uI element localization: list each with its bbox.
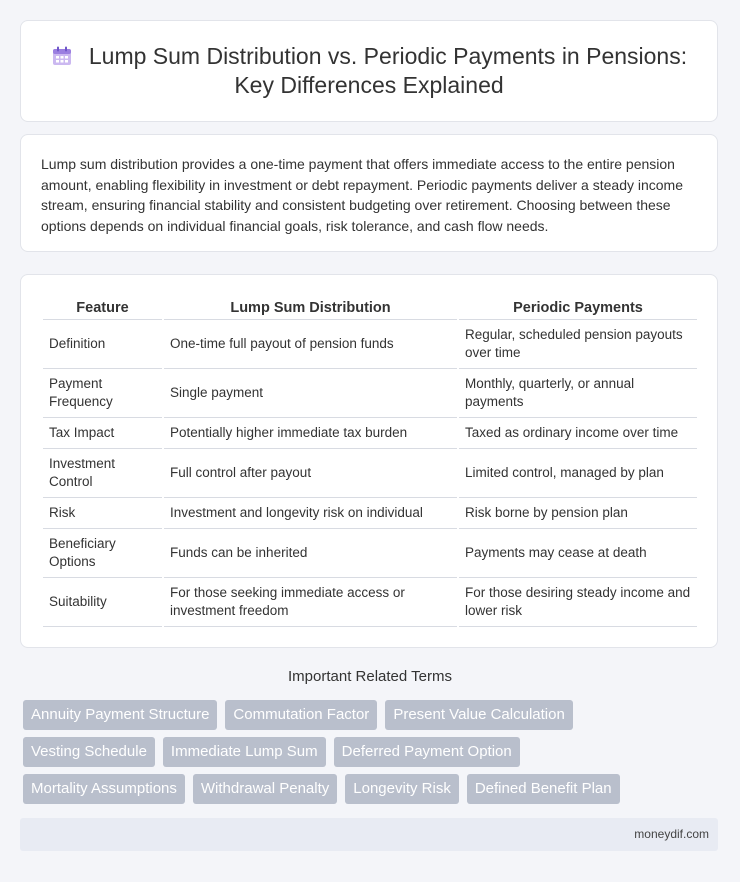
table-row — [43, 578, 697, 627]
table-cell-feature: Definition — [43, 320, 162, 369]
related-terms-list — [23, 700, 723, 811]
table-cell-feature: Beneficiary Options — [43, 529, 162, 578]
table-cell-feature: Investment Control — [43, 449, 162, 498]
table-cell-periodic: Taxed as ordinary income over time — [459, 418, 697, 449]
intro-card — [20, 134, 718, 252]
table-cell-lump-sum: Single payment — [164, 369, 457, 418]
table-cell-feature: Risk — [43, 498, 162, 529]
table-row — [43, 320, 697, 369]
title-card — [20, 20, 718, 122]
table-row — [43, 449, 697, 498]
table-cell-periodic: Risk borne by pension plan — [459, 498, 697, 529]
table-cell-lump-sum: Potentially higher immediate tax burden — [164, 418, 457, 449]
table-cell-periodic: Payments may cease at death — [459, 529, 697, 578]
footer — [20, 818, 718, 851]
tag-vesting-schedule[interactable]: Vesting Schedule — [23, 737, 155, 767]
comparison-table — [41, 295, 699, 627]
tag-defined-benefit-plan[interactable]: Defined Benefit Plan — [467, 774, 620, 804]
tag-deferred-payment-option[interactable]: Deferred Payment Option — [334, 737, 520, 767]
tag-mortality-assumptions[interactable]: Mortality Assumptions — [23, 774, 185, 804]
table-cell-feature: Payment Frequency — [43, 369, 162, 418]
table-cell-periodic: For those desiring steady income and lower risk — [459, 578, 697, 627]
tag-commutation-factor[interactable]: Commutation Factor — [225, 700, 377, 730]
related-terms-heading: Important Related Terms — [288, 668, 452, 685]
column-header-periodic: Periodic Payments — [459, 295, 697, 320]
table-cell-periodic: Monthly, quarterly, or annual payments — [459, 369, 697, 418]
tag-row — [23, 737, 723, 767]
tag-immediate-lump-sum[interactable]: Immediate Lump Sum — [163, 737, 326, 767]
calendar-icon — [51, 45, 73, 67]
tag-row — [23, 700, 723, 730]
table-cell-lump-sum: Investment and longevity risk on individual — [164, 498, 457, 529]
column-header-lump-sum: Lump Sum Distribution — [164, 295, 457, 320]
table-header-row — [43, 295, 697, 320]
table-row — [43, 418, 697, 449]
tag-annuity-payment-structure[interactable]: Annuity Payment Structure — [23, 700, 217, 730]
table-row — [43, 529, 697, 578]
page-title-text: Lump Sum Distribution vs. Periodic Payments in Pensions: Key Differences Explained — [88, 43, 688, 98]
tag-row — [23, 774, 723, 804]
tag-withdrawal-penalty[interactable]: Withdrawal Penalty — [193, 774, 337, 804]
footer-site-link[interactable]: moneydif.com — [634, 827, 709, 841]
table-row — [43, 498, 697, 529]
table-cell-lump-sum: One-time full payout of pension funds — [164, 320, 457, 369]
table-cell-periodic: Limited control, managed by plan — [459, 449, 697, 498]
table-cell-feature: Suitability — [43, 578, 162, 627]
comparison-table-card — [20, 274, 718, 648]
column-header-feature: Feature — [43, 295, 162, 320]
table-cell-feature: Tax Impact — [43, 418, 162, 449]
table-cell-periodic: Regular, scheduled pension payouts over time — [459, 320, 697, 369]
tag-present-value-calculation[interactable]: Present Value Calculation — [385, 700, 573, 730]
page-title — [49, 42, 689, 100]
tag-longevity-risk[interactable]: Longevity Risk — [345, 774, 459, 804]
table-cell-lump-sum: For those seeking immediate access or investment freedom — [164, 578, 457, 627]
table-row — [43, 369, 697, 418]
table-cell-lump-sum: Full control after payout — [164, 449, 457, 498]
intro-paragraph: Lump sum distribution provides a one-time payment that offers immediate access to the entire pension amount, enabling flexibility in investment or debt repayment. Periodic payments deliver a steady income stream, ensuring financial stability and consistent budgeting over retirement. Choosing between these options depends on individual financial goals, risk tolerance, and cash flow needs. — [41, 156, 683, 234]
table-cell-lump-sum: Funds can be inherited — [164, 529, 457, 578]
